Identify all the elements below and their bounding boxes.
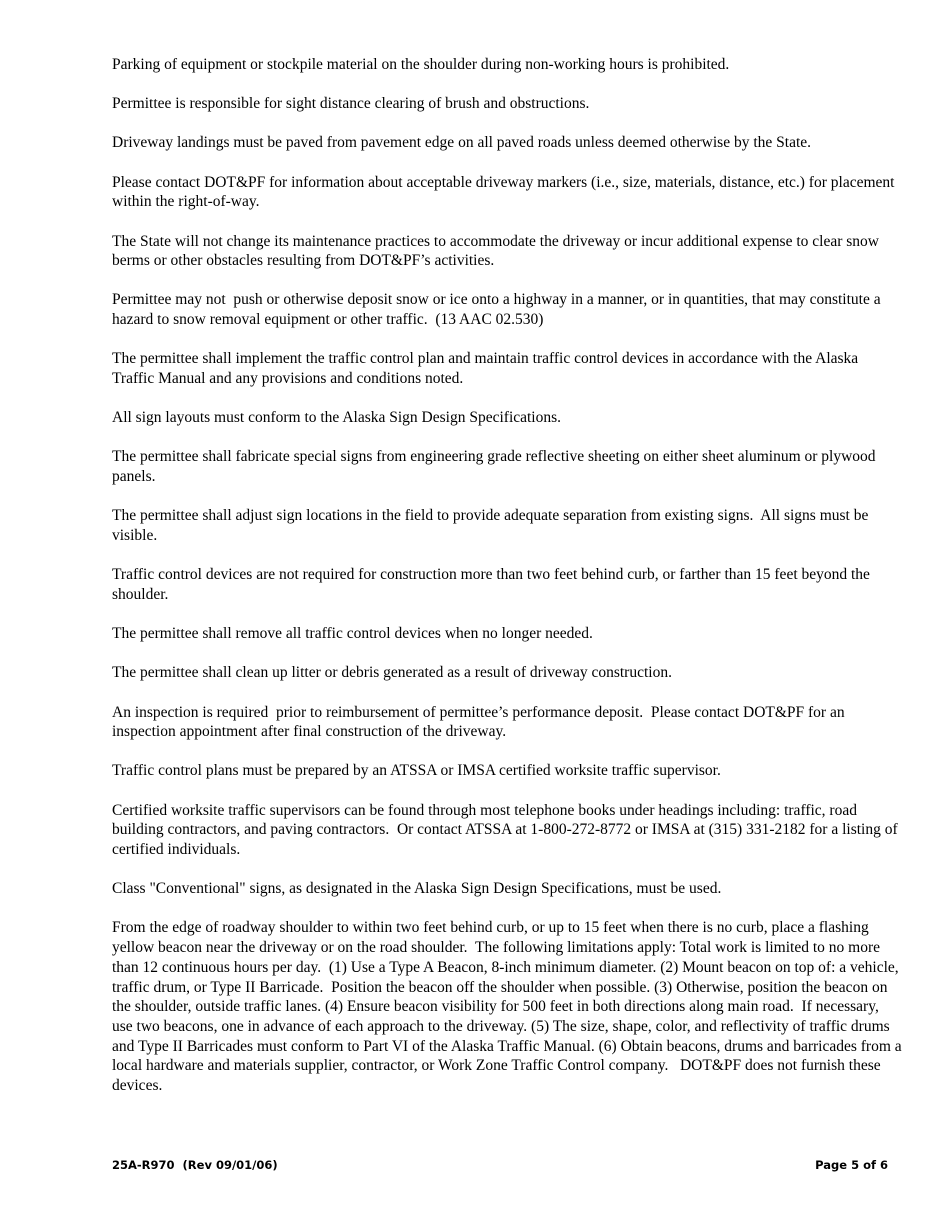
paragraph-driveway-markers: Please contact DOT&PF for information about acceptable driveway markers (i.e., size, materials, distance, etc.) for placement within the right-of-way. xyxy=(112,173,899,211)
paragraph-remove-devices: The permittee shall remove all traffic control devices when no longer needed. xyxy=(112,625,593,643)
paragraph-sign-locations: The permittee shall adjust sign locations in the field to provide adequate separation from existing signs. All signs must be visible. xyxy=(112,507,873,545)
paragraph-devices-not-required: Traffic control devices are not required for construction more than two feet behind curb, or farther than 15 feet beyond the shoulder. xyxy=(112,566,874,603)
paragraph-snow-deposit: Permittee may not push or otherwise deposit snow or ice onto a highway in a manner, or in quantities, that may constitute a hazard to snow removal equipment or other traffic. (13 AAC 02.530) xyxy=(112,291,885,329)
document-body xyxy=(112,55,906,1115)
paragraph-special-signs: The permittee shall fabricate special signs from engineering grade reflective sheeting on either sheet aluminum or plywood panels. xyxy=(112,448,880,486)
paragraph-conventional-signs: Class "Conventional" signs, as designated in the Alaska Sign Design Specifications, must be used. xyxy=(112,880,722,898)
paragraph-certified-supervisors: Certified worksite traffic supervisors can be found through most telephone books under headings including: traffic, road building contractors, and paving contractors. Or contact ATSSA at 1-800-272-8772 or IMSA at (315) 331-2182 for a listing of certified individuals. xyxy=(112,801,902,859)
paragraph-inspection: An inspection is required prior to reimbursement of permittee’s performance deposit. Please contact DOT&PF for an inspection appointment after final construction of the driveway. xyxy=(112,703,849,741)
paragraph-plans-prepared: Traffic control plans must be prepared by an ATSSA or IMSA certified worksite traffic supervisor. xyxy=(112,762,721,780)
form-id: 25A-R970 (Rev 09/01/06) xyxy=(112,1158,278,1172)
paragraph-maintenance-practices: The State will not change its maintenance practices to accommodate the driveway or incur additional expense to clear snow berms or other obstacles resulting from DOT&PF’s activities. xyxy=(112,232,883,270)
page-number: Page 5 of 6 xyxy=(815,1158,888,1172)
paragraph-driveway-landings: Driveway landings must be paved from pavement edge on all paved roads unless deemed otherwise by the State. xyxy=(112,134,812,152)
paragraph-parking: Parking of equipment or stockpile material on the shoulder during non-working hours is prohibited. xyxy=(112,56,730,73)
paragraph-sign-layouts: All sign layouts must conform to the Alaska Sign Design Specifications. xyxy=(112,409,562,427)
paragraph-sight-distance: Permittee is responsible for sight distance clearing of brush and obstructions. xyxy=(112,95,590,113)
paragraph-traffic-control-plan: The permittee shall implement the traffic control plan and maintain traffic control devices in accordance with the Alaska Traffic Manual and any provisions and conditions noted. xyxy=(112,350,862,388)
paragraph-clean-up: The permittee shall clean up litter or debris generated as a result of driveway construction. xyxy=(112,664,672,682)
paragraph-flashing-beacon: From the edge of roadway shoulder to within two feet behind curb, or up to 15 feet when there is no curb, place a flashing yellow beacon near the driveway or on the road shoulder. The following limitations apply: Total work is limited to no more than 12 continuous hours per day. (1) Use a Type A Beacon, 8-inch minimum diameter. (2) Mount beacon on top of: a vehicle, traffic drum, or Type II Barricade. Position the beacon off the shoulder when possible. (3) Otherwise, position the beacon on the shoulder, outside traffic lanes. (4) Ensure beacon visibility for 500 feet in both directions along main road. If necessary, use two beacons, one in advance of each approach to the driveway. (5) The size, shape, color, and reflectivity of traffic drums and Type II Barricades must conform to Part VI of the Alaska Traffic Manual. (6) Obtain beacons, drums and barricades from a local hardware and materials supplier, contractor, or Work Zone Traffic Control company. DOT&PF does not furnish these devices. xyxy=(112,919,906,1095)
